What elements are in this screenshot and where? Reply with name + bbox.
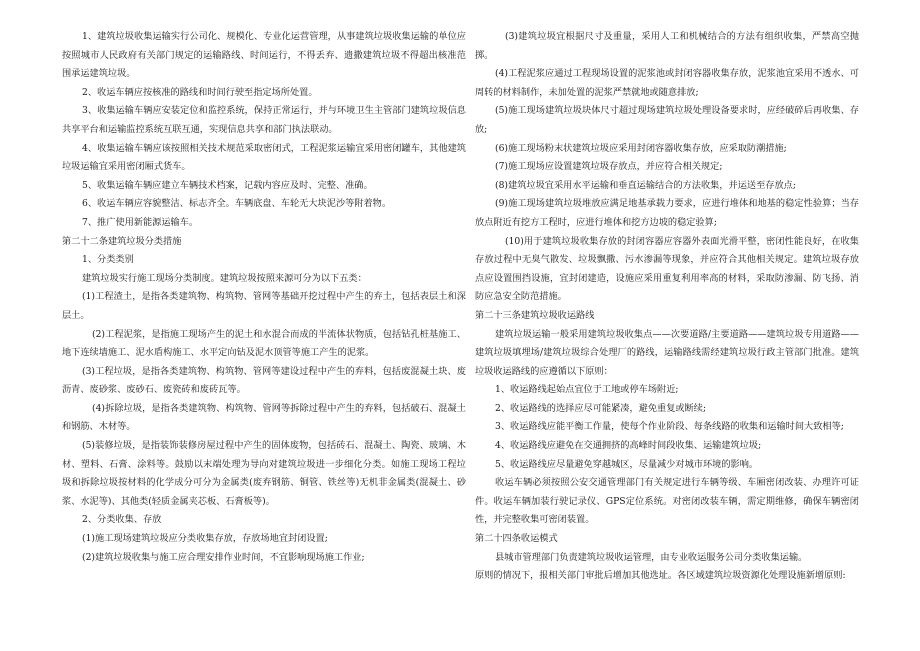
paragraph: 1、收运路线起始点宜位于工地或停车场附近; <box>495 384 679 396</box>
section-heading: 第二十四条收运模式 <box>475 533 558 545</box>
paragraph: 原则的情况下，报相关部门审批后增加其他选址。各区域建筑垃圾资源化处理设施新增原则: <box>475 570 846 582</box>
section-heading: 第二十二条建筑垃圾分类措施 <box>62 235 182 247</box>
paragraph: 3、收集运输车辆应安装定位和监控系统，保持正常运行，并与环境卫生主管部门建筑垃圾信息共享平台和运输监控系统互联互通，实现信息共享和部门执法联动。 <box>62 105 466 135</box>
paragraph: (3)建筑垃圾宜根据尺寸及重量，采用人工和机械结合的方法有组织收集，严禁高空抛掷。 <box>475 31 859 61</box>
paragraph: 2、收运路线的选择应尽可能紧凑，避免重复或断续; <box>495 402 707 414</box>
paragraph: 4、收运路线应避免在交通拥挤的高峰时间段收集、运输建筑垃圾; <box>495 440 762 452</box>
paragraph: (2)工程泥浆，是指施工现场产生的泥土和水混合而成的半流体状物质，包括钻孔桩基施工、地下连续墙施工、泥水盾构施工、水平定向钻及泥水顶管等施工产生的泥浆。 <box>62 328 466 359</box>
paragraph: (8)建筑垃圾宜采用水平运输和垂直运输结合的方法收集，并运送至存放点; <box>495 179 796 191</box>
paragraph: (4)拆除垃圾，是指各类建筑物、构筑物、管网等拆除过程中产生的弃料，包括破石、混凝土和钢筋、木材等。 <box>62 402 466 433</box>
paragraph: 1、建筑垃圾收集运输实行公司化、规模化、专业化运营管理，从事建筑垃圾收集运输的单位应按照城市人民政府有关部门规定的运输路线、时间运行，不得丢弃、遗撒建筑垃圾不得超出核准范围承运建筑垃圾。 <box>62 31 466 80</box>
section-heading: 第二十三条建筑垃圾收运路线 <box>475 309 595 321</box>
paragraph: (4)工程泥浆应通过工程现场设置的泥浆池或封闭容器收集存放，泥浆池宜采用不透水、可周转的材料制作，未加处置的泥浆严禁就地或随意排放; <box>475 68 859 98</box>
paragraph: (2)建筑垃圾收集与施工应合理安排作业时间，不宜影响现场施工作业; <box>82 551 365 563</box>
paragraph: 县城市管理部门负责建筑垃圾收运管理，由专业收运服务公司分类收集运输。 <box>495 551 808 563</box>
paragraph: (1)施工现场建筑垃圾应分类收集存放，存放场地宜封闭设置; <box>82 533 328 545</box>
paragraph: 1、分类类别 <box>82 254 134 266</box>
paragraph: 建筑垃圾实行施工现场分类制度。建筑垃圾按照来源可分为以下五类： <box>82 272 367 284</box>
paragraph: 6、收运车辆应容貌整洁、标志齐全。车辆底盘、车轮无大块泥沙等附着物。 <box>82 198 392 210</box>
right-column <box>475 28 859 586</box>
left-column <box>62 28 466 567</box>
paragraph: (5)装修垃圾，是指装饰装修房屋过程中产生的固体废物，包括砖石、混凝土、陶瓷、玻璃、木材、塑料、石膏、涂料等。鼓励以末端处理为导向对建筑垃圾进一步细化分类。如施工现场工程垃圾和拆除垃圾按材料的化学成分可分为金属类(废弃钢筋、铜管、铁丝等)无机非金属类(混凝土、砂浆、水泥等)、其他类(轻质金属夹芯板、石膏板等)。 <box>62 440 466 507</box>
paragraph: (6)施工现场粉末状建筑垃圾应采用封闭容器收集存放，应采取防潮措施; <box>495 142 787 154</box>
paragraph: 5、收运路线应尽量避免穿越城区，尽量减少对城市环境的影响。 <box>495 458 759 470</box>
paragraph: 收运车辆必须按照公安交通管理部门有关规定进行车辆等级、车厢密闭改装、办理许可证件。收运车辆加装行驶记录仪、GPS定位系统。对密闭改装车辆，需定期维修，确保车辆密闭性，并完整收集可密闭装置。 <box>475 477 859 526</box>
paragraph: (1)工程渣土，是指各类建筑物、构筑物、管网等基础开挖过程中产生的弃土，包括表层土和深层土。 <box>62 291 466 321</box>
paragraph: (3)工程垃圾，是指各类建筑物、构筑物、管网等建设过程中产生的弃料，包括废混凝土块、废沥青、废砂浆、废砂石、废瓷砖和废砖瓦等。 <box>62 365 466 396</box>
paragraph: (9)施工现场建筑垃圾堆放应满足地基承载力要求，应进行堆体和地基的稳定性验算；当存放点附近有挖方工程时，应进行堆体和挖方边坡的稳定验算; <box>475 198 859 228</box>
paragraph: (5)施工现场建筑垃圾块体尺寸超过现场建筑垃圾处理设备要求时，应经破碎后再收集、存放; <box>475 105 859 135</box>
paragraph: 4、收集运输车辆应该按照相关技术规范采取密闭式，工程泥浆运输宜采用密闭罐车，其他建筑垃圾运输宜采用密闭厢式货车。 <box>62 142 466 173</box>
paragraph: 7、推广使用新能源运输车。 <box>82 216 199 228</box>
paragraph: (7)施工现场应设置建筑垃圾存放点，并应符合相关规定; <box>495 161 723 173</box>
paragraph: 5、收集运输车辆应建立车辆技术档案，记载内容应及时、完整、准确。 <box>82 179 373 191</box>
paragraph: 3、收运路线应能平衡工作量，使每个作业阶段、每条线路的收集和运输时间大致相等; <box>495 421 844 433</box>
paragraph: 2、分类收集、存放 <box>82 514 162 526</box>
paragraph: 建筑垃圾运输一般采用建筑垃圾收集点——次要道路/主要道路——建筑垃圾专用道路——建筑垃圾填埋场/建筑垃圾综合处理厂的路线，运输路线需经建筑垃圾行政主管部门批准。建筑垃圾收运路线的应遵循以下原则： <box>475 328 859 377</box>
paragraph: (10)用于建筑垃圾收集存放的封闭容器应容器外表面光滑平整，密闭性能良好，在收集存放过程中无臭气散发、垃圾飘撒、污水渗漏等现象，并应符合其他相关规定。建筑垃圾存放点应设置围挡设施，宜封闭建造，设施应采用重复利用率高的材料，采取防渗漏、防飞扬、消防应急安全防范措施。 <box>475 235 859 303</box>
paragraph: 2、收运车辆应按核准的路线和时间行驶至指定场所处置。 <box>82 86 318 98</box>
